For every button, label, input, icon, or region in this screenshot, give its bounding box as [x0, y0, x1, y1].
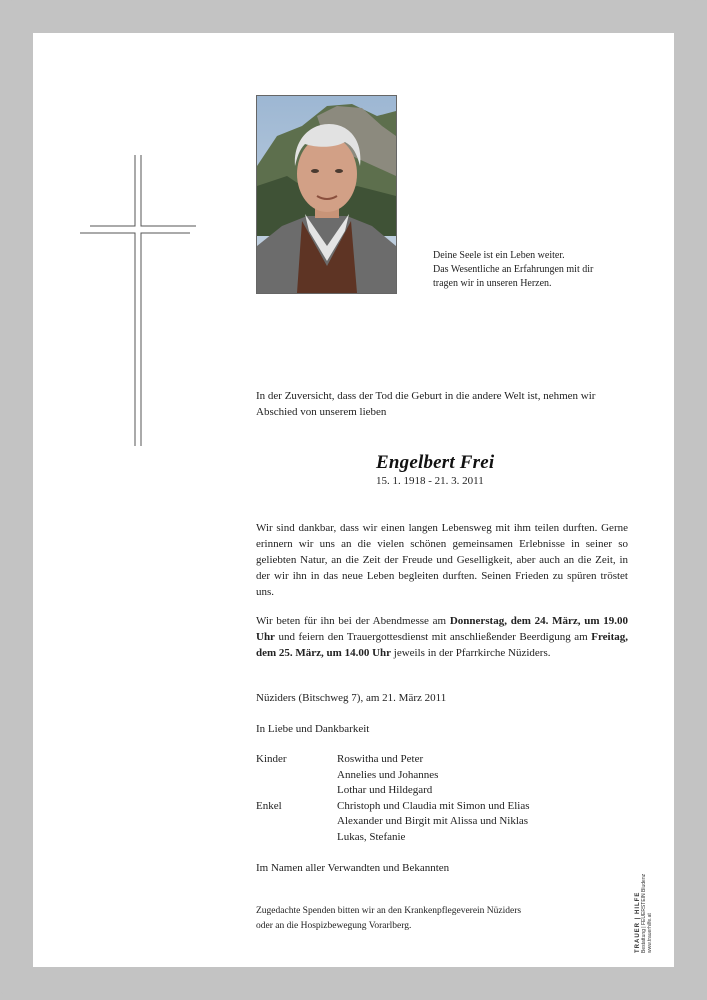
grandchildren-label: Enkel [256, 799, 282, 812]
service-paragraph [256, 613, 628, 661]
funeral-date: Freitag, dem 25. März, um 14.00 Uhr [256, 631, 628, 659]
family-list [256, 752, 628, 845]
logo-title: TRAUER | HILFE [635, 891, 641, 953]
portrait-photo [256, 95, 397, 294]
logo-website: www.trauerhilfe.at [647, 913, 653, 953]
donation-line: Zugedachte Spenden bitten wir an den Krankenpflegeverein Nüziders [256, 906, 522, 916]
life-dates: 15. 1. 1918 - 21. 3. 2011 [376, 475, 484, 487]
deceased-name: Engelbert Frei [376, 452, 495, 473]
memorial-verse [433, 249, 663, 291]
list-item: Christoph und Claudia mit Simon und Elias [337, 799, 530, 812]
logo-subtitle: Bestattung | FEUERSTEIN Bludenz [641, 873, 647, 953]
gratitude-paragraph: Wir sind dankbar, dass wir einen langen Lebensweg mit ihm teilen durften. Gerne erinnern wir uns an die vielen schönen gemeinsamen Erlebnisse in seiner so geliebten Natur, an die Zeit der Freude und Geselligkeit, aber auch an die Zeit, in der wir ihn in das neue Leben begleiten durften. Seinen Frieden zu spüren tröstet uns. [256, 522, 628, 598]
list-item: Roswitha und Peter [337, 753, 424, 765]
children-names [337, 752, 438, 799]
verse-line: Deine Seele ist ein Leben weiter. [433, 250, 565, 261]
service-text: jeweils in der Pfarrkirche Nüziders. [391, 647, 551, 659]
service-text: und feiern den Trauergottesdienst mit anschließender Beerdigung am [274, 631, 592, 643]
list-item: Annelies und Johannes [337, 768, 439, 781]
children-label: Kinder [256, 753, 287, 765]
intro-text: In der Zuversicht, dass der Tod die Geburt in die andere Welt ist, nehmen wir Abschied von unserem lieben [256, 390, 596, 418]
closing-line: Im Namen aller Verwandten und Bekannten [256, 862, 450, 874]
grandchildren-row [256, 799, 628, 846]
children-row [256, 752, 628, 799]
donation-line: oder an die Hospizbewegung Vorarlberg. [256, 921, 412, 931]
grandchildren-names [337, 799, 530, 846]
donation-note [256, 904, 628, 934]
verse-line: tragen wir in unseren Herzen. [433, 278, 552, 289]
service-text: Wir beten für ihn bei der Abendmesse am [256, 615, 450, 627]
list-item: Alexander und Birgit mit Alissa und Niklas [337, 815, 529, 827]
obituary-sheet [33, 33, 674, 967]
list-item: Lukas, Stefanie [337, 830, 406, 843]
funeral-home-logo [635, 853, 669, 953]
list-item: Lothar und Hildegard [337, 784, 433, 796]
mass-date: Donnerstag, dem 24. März, um 19.00 Uhr [256, 615, 628, 643]
verse-line: Das Wesentliche an Erfahrungen mit dir [433, 264, 594, 275]
love-line: In Liebe und Dankbarkeit [256, 723, 370, 735]
place-date: Nüziders (Bitschweg 7), am 21. März 2011 [256, 692, 447, 704]
